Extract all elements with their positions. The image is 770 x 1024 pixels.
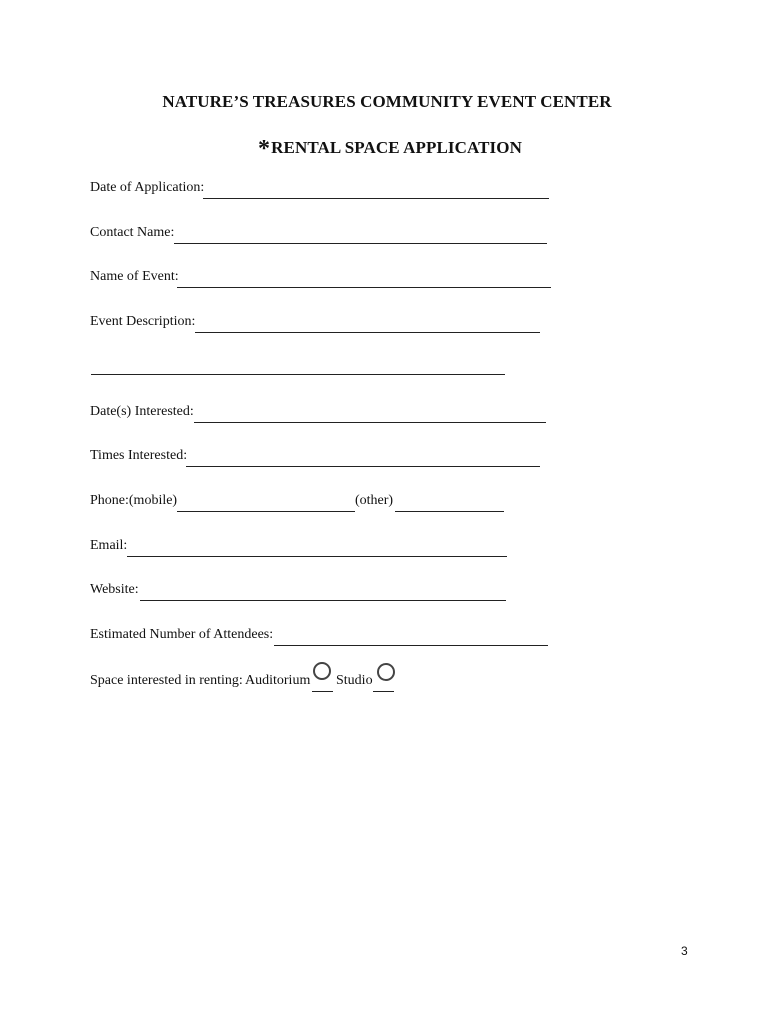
estimated-attendees-label: Estimated Number of Attendees:: [90, 627, 274, 642]
dates-interested-label: Date(s) Interested:: [90, 404, 194, 419]
event-description-continuation-field[interactable]: [91, 374, 505, 375]
phone-mobile-label: Phone:(mobile): [90, 493, 178, 508]
phone-other-field[interactable]: [395, 511, 504, 512]
email-label: Email:: [90, 538, 128, 553]
times-interested-label: Times Interested:: [90, 448, 188, 463]
asterisk-mark: *: [258, 136, 271, 162]
auditorium-radio[interactable]: [313, 662, 331, 680]
date-of-application-label: Date of Application:: [90, 180, 205, 195]
website-label: Website:: [90, 582, 139, 597]
space-interested-label: Space interested in renting:: [90, 673, 243, 688]
form-title-text: RENTAL SPACE APPLICATION: [271, 138, 522, 157]
page-number: 3: [681, 944, 688, 958]
center-name-title: NATURE’S TREASURES COMMUNITY EVENT CENTER: [162, 92, 612, 111]
name-of-event-field[interactable]: [177, 287, 551, 288]
form-title: [5, 136, 770, 163]
event-description-field[interactable]: [195, 332, 540, 333]
email-field[interactable]: [127, 556, 507, 557]
date-of-application-field[interactable]: [203, 198, 549, 199]
name-of-event-label: Name of Event:: [90, 269, 179, 284]
studio-blank: [373, 691, 394, 692]
times-interested-field[interactable]: [186, 466, 540, 467]
contact-name-label: Contact Name:: [90, 225, 175, 240]
studio-radio[interactable]: [377, 663, 395, 681]
studio-label: Studio: [336, 673, 373, 688]
auditorium-blank: [312, 691, 333, 692]
phone-other-label: (other): [355, 493, 394, 508]
auditorium-label: Auditorium: [245, 673, 311, 688]
contact-name-field[interactable]: [174, 243, 547, 244]
website-field[interactable]: [140, 600, 506, 601]
phone-mobile-field[interactable]: [177, 511, 355, 512]
dates-interested-field[interactable]: [194, 422, 546, 423]
event-description-label: Event Description:: [90, 314, 196, 329]
estimated-attendees-field[interactable]: [274, 645, 548, 646]
